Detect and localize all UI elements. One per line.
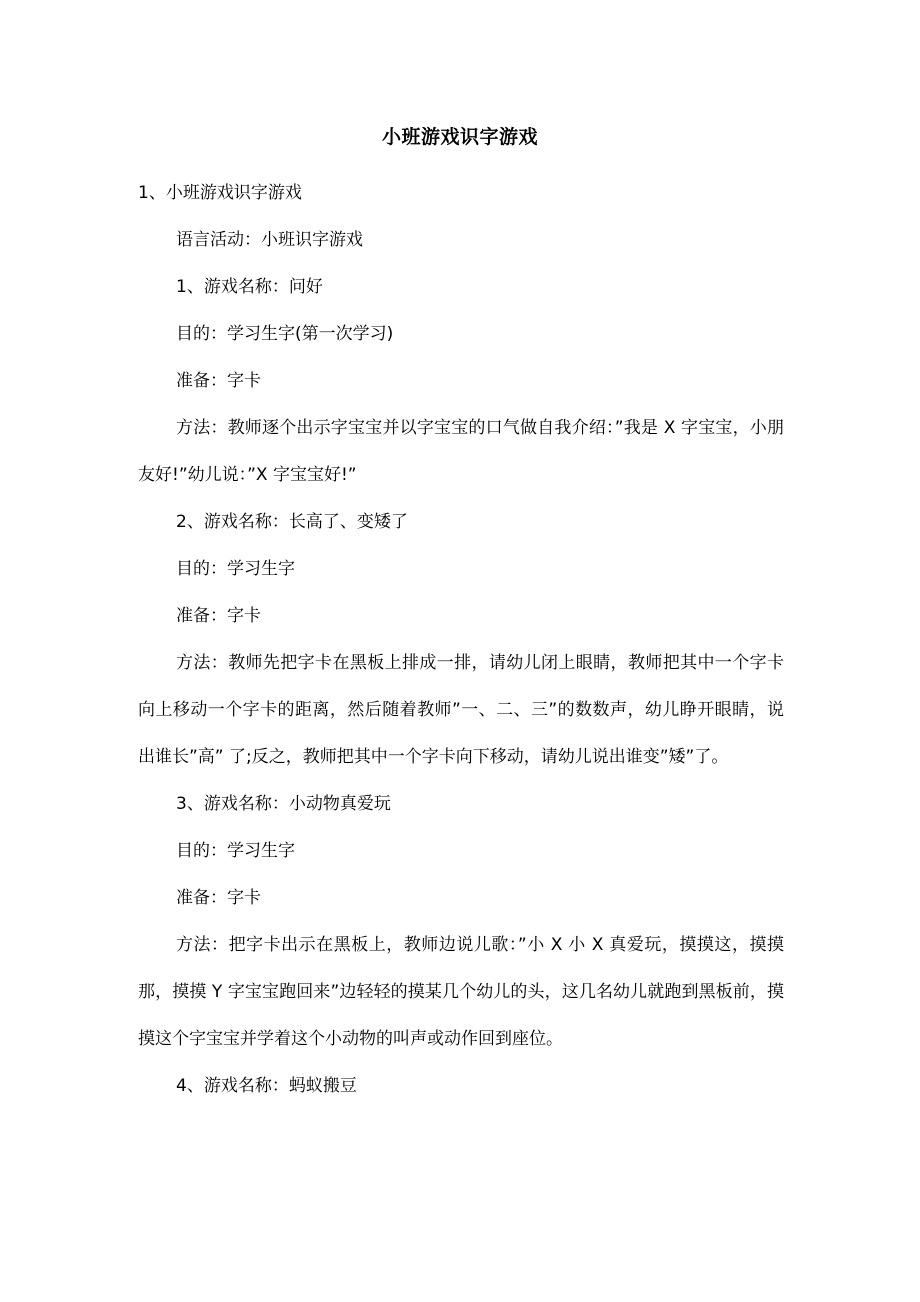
paragraph-game-2-method: 方法：教师先把字卡在黑板上排成一排，请幼儿闭上眼睛，教师把其中一个字卡向上移动一个字卡的距离，然后随着教师”一、二、三”的数数声，幼儿睁开眼睛，说出谁长”高” 了;反之，教师把其中一个字卡向下移动，请幼儿说出谁变”矮”了。 xyxy=(138,653,784,767)
paragraph-activity: 语言活动：小班识字游戏 xyxy=(176,230,363,250)
paragraph-game-1-goal: 目的：学习生字(第一次学习) xyxy=(176,324,394,344)
paragraph-game-3-goal: 目的：学习生字 xyxy=(176,841,295,861)
paragraph-game-3-prep: 准备：字卡 xyxy=(176,888,261,908)
heading-section-1: 1、小班游戏识字游戏 xyxy=(138,183,302,203)
paragraph-game-1-prep: 准备：字卡 xyxy=(176,371,261,391)
paragraph-game-1-name: 1、游戏名称：问好 xyxy=(176,277,323,297)
document-body xyxy=(138,170,784,1110)
document-title: 小班游戏识字游戏 xyxy=(381,126,538,148)
paragraph-game-2-name: 2、游戏名称：长高了、变矮了 xyxy=(176,512,408,532)
paragraph-game-2-prep: 准备：字卡 xyxy=(176,606,261,626)
paragraph-game-3-method: 方法：把字卡出示在黑板上，教师边说儿歌：”小 X 小 X 真爱玩，摸摸这，摸摸那，摸摸 Y 字宝宝跑回来”边轻轻的摸某几个幼儿的头，这几名幼儿就跑到黑板前，摸摸这个字宝宝并学着这个小动物的叫声或动作回到座位。 xyxy=(138,935,784,1049)
paragraph-game-3-name: 3、游戏名称：小动物真爱玩 xyxy=(176,794,391,814)
paragraph-game-2-goal: 目的：学习生字 xyxy=(176,559,295,579)
paragraph-game-4-name: 4、游戏名称：蚂蚁搬豆 xyxy=(176,1076,357,1096)
paragraph-game-1-method: 方法：教师逐个出示字宝宝并以字宝宝的口气做自我介绍：”我是 X 字宝宝，小朋友好!”幼儿说：”X 字宝宝好!” xyxy=(138,418,784,485)
